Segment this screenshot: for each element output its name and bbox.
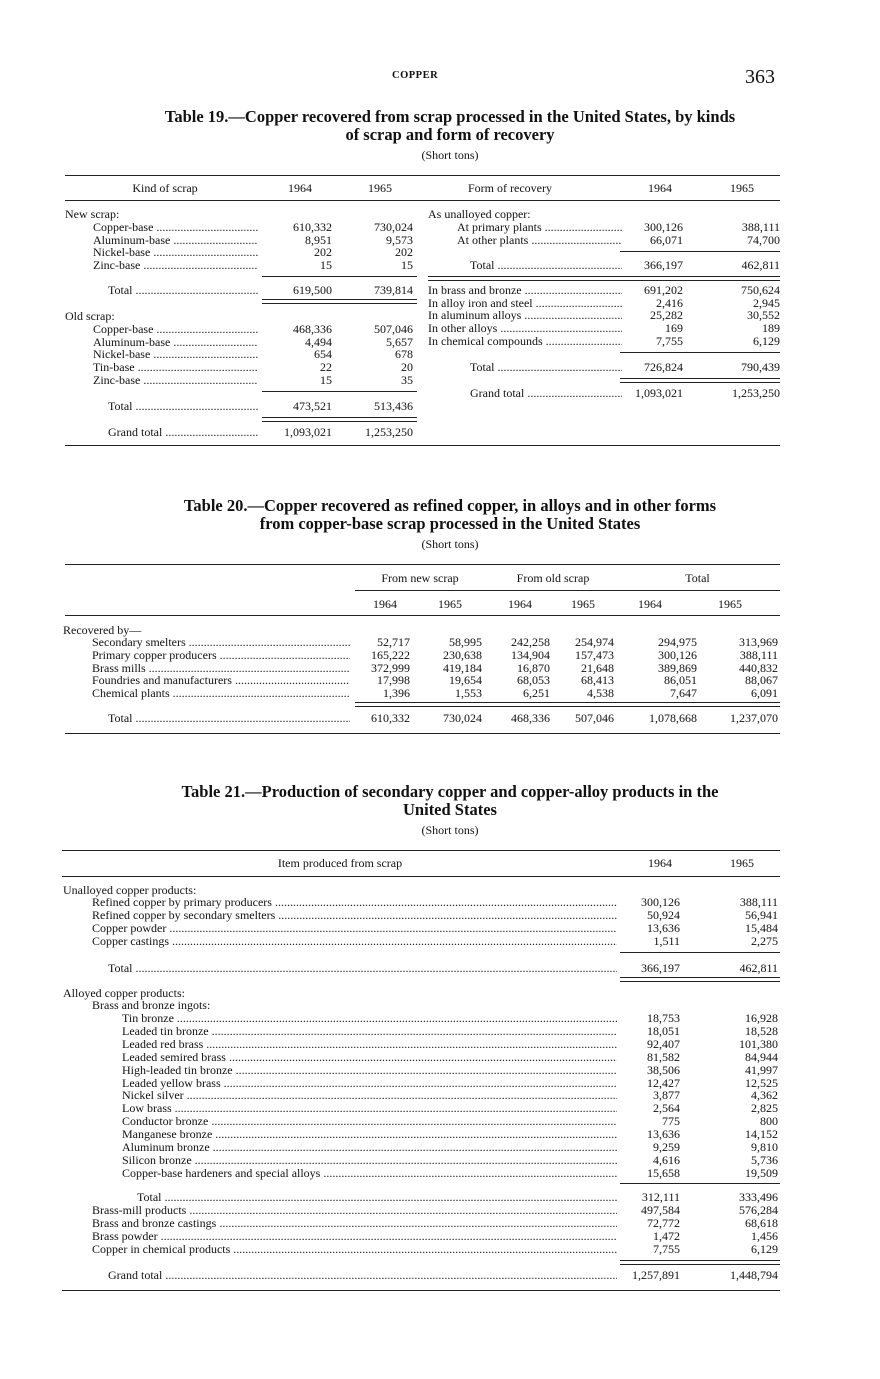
- table19-col-1965-left: 1965: [368, 181, 392, 195]
- t21-ingot-row-label: Low brass .....: [122, 1102, 617, 1115]
- t21-ingot-row-value-1: 5,736: [751, 1152, 778, 1167]
- t21-other-row: [0, 1243, 880, 1256]
- t21-ingot-total-row-value-0: 312,111: [641, 1190, 680, 1204]
- t19-new-row-value-1: 202: [395, 245, 413, 260]
- t19-new-row-value-0: 610,332: [293, 220, 332, 234]
- t19-alloy-row-label: In aluminum alloys .....: [428, 309, 622, 322]
- t19-alloy-row-value-1: 30,552: [747, 308, 780, 323]
- t19-alloy-row-value-0: 7,755: [656, 333, 683, 348]
- t19-alloy-row-value-0: 691,202: [644, 283, 683, 297]
- t19-alloy-row-value-0: 169: [665, 321, 683, 336]
- t21-ingot-row-value-0: 9,259: [653, 1140, 680, 1154]
- t20-year-header: 1965: [438, 597, 462, 611]
- t19-left-subtotal-rule: [262, 276, 417, 277]
- t21-unalloyed-row-value-1: 2,275: [751, 933, 778, 948]
- t21-unalloyed-row-value-1: 56,941: [745, 907, 778, 922]
- t21-ingot-row-value-1: 9,810: [751, 1140, 778, 1154]
- t19-alloy-row-label: In alloy iron and steel .....: [428, 297, 622, 310]
- t21-grand-total-rule: [620, 1260, 780, 1265]
- t21-other-row-value-0: 72,772: [647, 1215, 680, 1230]
- table20-header-rule: [65, 615, 780, 616]
- t20-row-value-4: 86,051: [664, 673, 697, 688]
- table21-col-1964: 1964: [648, 856, 672, 870]
- t20-row-value-2: 16,870: [517, 660, 550, 675]
- t21-ingot-row-value-0: 4,616: [653, 1152, 680, 1167]
- t19-alloy-row-label: In other alloys .....: [428, 322, 622, 335]
- t21-ingot-total-row-value-1: 333,496: [739, 1190, 778, 1204]
- t19-right-total-rule: [428, 276, 780, 281]
- t21-ingot-row-label: Leaded semired brass .....: [122, 1051, 617, 1064]
- t20-row-value-1: 230,638: [443, 647, 482, 662]
- t19-new-total-row-label: Total .....: [108, 284, 258, 297]
- t20-row-value-3: 21,648: [581, 660, 614, 675]
- t21-ingot-row: [0, 1077, 880, 1090]
- t21-grand-total-row-value-1: 1,448,794: [730, 1268, 778, 1282]
- t21-other-row-value-1: 576,284: [739, 1203, 778, 1217]
- t19-old-row-value-1: 678: [395, 347, 413, 362]
- table19-title-line2: of scrap and form of recovery: [345, 125, 555, 144]
- t21-alloyed-heading-text: Alloyed copper products:: [63, 986, 185, 1000]
- t19-alloy-row-value-1: 750,624: [741, 283, 780, 297]
- t19-unalloyed-heading-text: As unalloyed copper:: [428, 207, 531, 221]
- t21-unalloyed-row-label: Copper castings .....: [92, 935, 617, 948]
- t21-grand-total-row-value-0: 1,257,891: [632, 1268, 680, 1282]
- t19-old-row-value-0: 654: [314, 347, 332, 362]
- table21-title-line2: United States: [403, 800, 497, 819]
- t21-unalloyed-total-row-label: Total .....: [108, 962, 617, 975]
- t20-group-header: From new scrap: [381, 571, 459, 585]
- table20-title-line1: Table 20.—Copper recovered as refined copper, in alloys and in other forms: [183, 496, 717, 515]
- table20-units: (Short tons): [421, 537, 479, 551]
- t21-other-row-value-0: 1,472: [653, 1228, 680, 1243]
- t19-left-total-rule-2: [262, 417, 417, 422]
- t20-total-row-value-0: 610,332: [371, 711, 410, 725]
- t20-row-label: Secondary smelters .....: [92, 636, 350, 649]
- table19-col-1964-left: 1964: [288, 181, 312, 195]
- t20-row-value-1: 1,553: [455, 686, 482, 701]
- t20-total-row: [0, 712, 880, 725]
- t21-ingot-row-value-0: 3,877: [653, 1088, 680, 1103]
- t21-ingot-row-value-0: 15,658: [647, 1165, 680, 1180]
- t20-year-header: 1964: [508, 597, 532, 611]
- table19-title-line1: Table 19.—Copper recovered from scrap processed in the United States, by kinds: [164, 107, 736, 126]
- t19-new-row-value-0: 202: [314, 245, 332, 260]
- t21-ingot-row: [0, 1038, 880, 1051]
- table20-top-rule: [65, 564, 780, 565]
- t20-row-value-4: 294,975: [658, 635, 697, 649]
- t21-ingot-row-value-1: 14,152: [745, 1127, 778, 1142]
- table19-header-rule: [65, 200, 780, 201]
- t19-old-row-label: Aluminum-base .....: [93, 336, 258, 349]
- t20-total-rule: [355, 702, 780, 707]
- t21-ingot-row-value-0: 2,564: [653, 1101, 680, 1116]
- t20-row-value-0: 17,998: [377, 673, 410, 688]
- t21-ingot-row-label: Leaded red brass .....: [122, 1038, 617, 1051]
- t20-row-value-5: 313,969: [739, 635, 778, 649]
- t21-ingot-row-value-0: 18,753: [647, 1011, 680, 1025]
- t21-unalloyed-total-row-value-0: 366,197: [641, 961, 680, 975]
- t19-alloy-row-value-1: 2,945: [753, 295, 780, 310]
- t19-alloy-row-value-1: 189: [762, 321, 780, 336]
- running-header: COPPER: [392, 70, 439, 81]
- t20-row-value-1: 419,184: [443, 660, 482, 675]
- table19-bottom-rule: [65, 445, 780, 446]
- t19-new-row-label: Zinc-base .....: [93, 259, 258, 272]
- t19-alloy-row-value-0: 2,416: [656, 295, 683, 310]
- t21-ingot-row-value-0: 92,407: [647, 1036, 680, 1051]
- table21-header-rule: [62, 876, 780, 877]
- t19-old-row-label: Tin-base .....: [93, 361, 258, 374]
- t20-total-row-value-2: 468,336: [511, 711, 550, 725]
- t19-grand-total-right-row-value-1: 1,253,250: [732, 386, 780, 400]
- t19-new-row-value-1: 9,573: [386, 232, 413, 247]
- t21-unalloyed-row: [0, 935, 880, 948]
- t21-ingot-row: [0, 1064, 880, 1077]
- t19-unalloyed-row-value-1: 74,700: [747, 232, 780, 247]
- t20-row-value-0: 52,717: [377, 635, 410, 649]
- t21-unalloyed-row-label: Refined copper by secondary smelters .....: [92, 909, 617, 922]
- t20-row-value-3: 4,538: [587, 686, 614, 701]
- table19-col-form: Form of recovery: [468, 181, 552, 195]
- t21-ingot-row-label: Aluminum bronze .....: [122, 1141, 617, 1154]
- t21-ingot-row-label: Conductor bronze .....: [122, 1115, 617, 1128]
- t19-alloy-row: [0, 309, 880, 322]
- t21-ingot-row: [0, 1102, 880, 1115]
- t19-alloy-row-value-1: 6,129: [753, 333, 780, 348]
- t21-other-row-value-1: 68,618: [745, 1215, 778, 1230]
- t21-unalloyed-row-value-0: 13,636: [647, 920, 680, 935]
- t19-old-total-row-value-0: 473,521: [293, 399, 332, 413]
- table19-col-kind: Kind of scrap: [132, 181, 198, 195]
- t19-grand-total-right-row-label: Grand total .....: [470, 387, 622, 400]
- t21-other-row-label: Copper in chemical products .....: [92, 1243, 617, 1256]
- t21-ingot-row-value-0: 13,636: [647, 1127, 680, 1142]
- t21-ingot-row-value-1: 41,997: [745, 1062, 778, 1077]
- t21-ingot-row-value-1: 84,944: [745, 1049, 778, 1064]
- t19-old-total-row-value-1: 513,436: [374, 399, 413, 413]
- t21-other-row: [0, 1217, 880, 1230]
- t20-recovered-by-heading-text: Recovered by—: [63, 623, 142, 637]
- t20-year-header: 1964: [373, 597, 397, 611]
- t21-ingot-row-label: Copper-base hardeners and special alloys .....: [122, 1167, 617, 1180]
- t21-unalloyed-row-value-0: 50,924: [647, 907, 680, 922]
- t19-old-row-value-0: 22: [320, 360, 332, 375]
- t19-alloy-total-row-value-1: 790,439: [741, 360, 780, 374]
- t19-grand-total-left-row-value-0: 1,093,021: [284, 425, 332, 439]
- t21-unalloyed-row: [0, 909, 880, 922]
- t19-alloy-total-row-value-0: 726,824: [644, 360, 683, 374]
- t21-other-row-value-1: 6,129: [751, 1241, 778, 1256]
- t21-ingot-row-value-1: 101,380: [739, 1036, 778, 1051]
- t19-grand-total-right-row-value-0: 1,093,021: [635, 386, 683, 400]
- t19-unalloyed-total-row: [0, 259, 880, 272]
- table19-col-1964-right: 1964: [648, 181, 672, 195]
- t21-ingot-row-label: High-leaded tin bronze .....: [122, 1064, 617, 1077]
- t20-year-header: 1965: [571, 597, 595, 611]
- t19-old-row-label: Zinc-base .....: [93, 374, 258, 387]
- t21-ingot-row-value-0: 18,051: [647, 1023, 680, 1038]
- t20-row-value-1: 58,995: [449, 635, 482, 649]
- t19-right-subtotal-rule-2: [620, 352, 780, 353]
- t21-other-row-label: Brass powder .....: [92, 1230, 617, 1243]
- t21-ingot-row-value-0: 775: [662, 1114, 680, 1129]
- t19-right-subtotal-rule: [620, 251, 780, 252]
- table19-units: (Short tons): [421, 148, 479, 162]
- t19-new-row-value-1: 15: [401, 258, 413, 273]
- t19-old-row-label: Nickel-base .....: [93, 348, 258, 361]
- t19-grand-total-left-row-value-1: 1,253,250: [365, 425, 413, 439]
- t19-alloy-row: [0, 284, 880, 297]
- t21-unalloyed-total-row-value-1: 462,811: [739, 961, 778, 975]
- t19-unalloyed-total-row-value-0: 366,197: [644, 258, 683, 272]
- t19-new-total-row-value-1: 739,814: [374, 283, 413, 297]
- t19-alloy-total-row: [0, 361, 880, 374]
- t21-ingots-heading-text: Brass and bronze ingots:: [92, 998, 211, 1012]
- t21-subtotal-rule-2: [620, 1183, 780, 1184]
- t19-new-row-value-0: 8,951: [305, 232, 332, 247]
- t19-new-row-value-0: 15: [320, 258, 332, 273]
- t20-row-value-2: 134,904: [511, 647, 550, 662]
- t19-grand-total-left-row: [0, 426, 880, 439]
- t20-row-value-2: 68,053: [517, 673, 550, 688]
- t19-new-row-label: Copper-base .....: [93, 221, 258, 234]
- t20-group-header: From old scrap: [516, 571, 590, 585]
- t19-unalloyed-row: [0, 234, 880, 247]
- t20-row-value-0: 165,222: [371, 647, 410, 662]
- t19-grand-total-left-row-label: Grand total .....: [108, 426, 258, 439]
- t21-ingot-row-value-0: 12,427: [647, 1075, 680, 1090]
- t19-alloy-row-label: In brass and bronze .....: [428, 284, 622, 297]
- t20-year-header: 1964: [638, 597, 662, 611]
- t21-ingot-row-value-1: 4,362: [751, 1088, 778, 1103]
- t19-grand-total-right-row: [0, 387, 880, 400]
- t19-old-row-value-1: 5,657: [386, 334, 413, 349]
- t20-total-row-label: Total .....: [108, 712, 350, 725]
- table21-title-line1: Table 21.—Production of secondary copper and copper-alloy products in the: [181, 782, 719, 801]
- t21-unalloyed-row-value-1: 15,484: [745, 920, 778, 935]
- t21-other-row-label: Brass-mill products .....: [92, 1204, 617, 1217]
- t21-other-row: [0, 1230, 880, 1243]
- t20-row-value-2: 242,258: [511, 635, 550, 649]
- table21-col-1965: 1965: [730, 856, 754, 870]
- t20-row-label: Foundries and manufacturers .....: [92, 674, 350, 687]
- t20-row-value-5: 440,832: [739, 660, 778, 675]
- t21-ingot-row: [0, 1154, 880, 1167]
- t19-new-row-label: Nickel-base .....: [93, 246, 258, 259]
- table20-title-line2: from copper-base scrap processed in the United States: [259, 514, 641, 533]
- t21-other-row-value-0: 497,584: [641, 1203, 680, 1217]
- t19-old-scrap-heading-text: Old scrap:: [65, 309, 115, 323]
- t20-row-value-4: 300,126: [658, 647, 697, 662]
- t21-other-row-value-0: 7,755: [653, 1241, 680, 1256]
- t20-row: [0, 674, 880, 687]
- t20-row-label: Brass mills .....: [92, 662, 350, 675]
- t21-ingot-row-value-1: 18,528: [745, 1023, 778, 1038]
- t19-unalloyed-row-label: At other plants .....: [457, 234, 622, 247]
- t20-row-value-5: 388,111: [739, 647, 778, 662]
- t19-old-row-value-0: 468,336: [293, 322, 332, 336]
- t19-old-total-row: [0, 400, 880, 413]
- t21-ingot-row-label: Tin bronze .....: [122, 1012, 617, 1025]
- t20-total-row-value-1: 730,024: [443, 711, 482, 725]
- t21-grand-total-row-label: Grand total .....: [108, 1269, 617, 1282]
- t21-ingot-row-label: Leaded tin bronze .....: [122, 1025, 617, 1038]
- table19-top-rule: [65, 175, 780, 176]
- t21-ingot-row: [0, 1051, 880, 1064]
- table21-col-item: Item produced from scrap: [277, 856, 403, 870]
- t21-grand-total-row: [0, 1269, 880, 1282]
- t20-row-label: Primary copper producers .....: [92, 649, 350, 662]
- t21-ingot-row-value-1: 12,525: [745, 1075, 778, 1090]
- t19-old-row-value-1: 35: [401, 372, 413, 387]
- t20-row-value-2: 6,251: [523, 686, 550, 701]
- t19-new-row-label: Aluminum-base .....: [93, 234, 258, 247]
- t19-unalloyed-total-row-value-1: 462,811: [741, 258, 780, 272]
- t20-row-value-4: 7,647: [670, 686, 697, 701]
- t21-ingot-row-label: Leaded yellow brass .....: [122, 1077, 617, 1090]
- t21-ingot-row-value-1: 800: [760, 1114, 778, 1129]
- t21-unalloyed-row-label: Copper powder .....: [92, 922, 617, 935]
- t19-alloy-row: [0, 322, 880, 335]
- t20-group-header: Total: [685, 571, 710, 585]
- t21-ingot-row-value-1: 2,825: [751, 1101, 778, 1116]
- t21-ingot-row: [0, 1025, 880, 1038]
- t20-row: [0, 649, 880, 662]
- table20-group-rule: [355, 590, 780, 591]
- t19-old-row-value-1: 20: [401, 360, 413, 375]
- t21-ingot-row-value-1: 19,509: [745, 1165, 778, 1180]
- t19-alloy-row: [0, 335, 880, 348]
- t19-old-total-row-label: Total .....: [108, 400, 258, 413]
- t19-right-total-rule-2: [620, 378, 780, 383]
- t19-old-row-value-0: 15: [320, 372, 332, 387]
- t21-unalloyed-row-value-1: 388,111: [739, 895, 778, 909]
- table21-bottom-rule: [62, 1290, 780, 1291]
- t21-ingot-total-row-label: Total .....: [137, 1191, 617, 1204]
- t19-unalloyed-row-label: At primary plants .....: [457, 221, 622, 234]
- t20-row-value-3: 157,473: [575, 647, 614, 662]
- t20-row-value-0: 372,999: [371, 660, 410, 675]
- t19-new-total-row-value-0: 619,500: [293, 283, 332, 297]
- t21-ingot-row-value-0: 38,506: [647, 1062, 680, 1077]
- t21-ingot-row-label: Nickel silver .....: [122, 1089, 617, 1102]
- t20-year-header: 1965: [718, 597, 742, 611]
- t20-row-value-3: 68,413: [581, 673, 614, 688]
- t21-ingot-row-label: Manganese bronze .....: [122, 1128, 617, 1141]
- t19-alloy-row-label: In chemical compounds .....: [428, 335, 622, 348]
- t20-row-value-5: 6,091: [751, 686, 778, 701]
- t20-total-row-value-5: 1,237,070: [730, 711, 778, 725]
- t21-ingot-row-value-1: 16,928: [745, 1011, 778, 1025]
- t19-alloy-row-value-0: 25,282: [650, 308, 683, 323]
- t19-alloy-total-row-label: Total .....: [470, 361, 622, 374]
- t21-unalloyed-heading-text: Unalloyed copper products:: [63, 883, 197, 897]
- t21-other-row-value-1: 1,456: [751, 1228, 778, 1243]
- t21-unalloyed-total-row: [0, 962, 880, 975]
- t19-unalloyed-row-value-0: 66,071: [650, 232, 683, 247]
- t19-old-row-label: Copper-base .....: [93, 323, 258, 336]
- t21-ingot-row-value-0: 81,582: [647, 1049, 680, 1064]
- t19-unalloyed-row-value-1: 388,111: [741, 220, 780, 234]
- t20-row-label: Chemical plants .....: [92, 687, 350, 700]
- t20-total-row-value-3: 507,046: [575, 711, 614, 725]
- t21-ingot-row: [0, 1089, 880, 1102]
- t19-unalloyed-total-row-label: Total .....: [470, 259, 622, 272]
- t19-old-row-value-1: 507,046: [374, 322, 413, 336]
- t21-ingot-row: [0, 1128, 880, 1141]
- t20-row-value-5: 88,067: [745, 673, 778, 688]
- t21-unalloyed-row-value-0: 1,511: [653, 933, 680, 948]
- t21-subtotal-rule: [620, 952, 780, 953]
- t19-unalloyed-row-value-0: 300,126: [644, 220, 683, 234]
- table19-col-1965-right: 1965: [730, 181, 754, 195]
- table21-top-rule: [62, 850, 780, 851]
- table21-units: (Short tons): [421, 823, 479, 837]
- t20-row-value-0: 1,396: [383, 686, 410, 701]
- t19-new-scrap-heading-text: New scrap:: [65, 207, 120, 221]
- t21-other-row-label: Brass and bronze castings .....: [92, 1217, 617, 1230]
- t21-ingot-row: [0, 1141, 880, 1154]
- t19-old-row-value-0: 4,494: [305, 334, 332, 349]
- t21-unalloyed-row: [0, 922, 880, 935]
- t20-row-value-4: 389,869: [658, 660, 697, 675]
- table20-bottom-rule: [65, 733, 780, 734]
- t19-new-row-value-1: 730,024: [374, 220, 413, 234]
- t20-row-value-3: 254,974: [575, 635, 614, 649]
- t21-unalloyed-row-label: Refined copper by primary producers .....: [92, 896, 617, 909]
- page-number: 363: [745, 66, 775, 88]
- t21-total-rule: [620, 977, 780, 982]
- t20-row-value-1: 19,654: [449, 673, 482, 688]
- t21-unalloyed-row-value-0: 300,126: [641, 895, 680, 909]
- t20-row: [0, 687, 880, 700]
- t20-total-row-value-4: 1,078,668: [649, 711, 697, 725]
- t21-ingot-row-label: Silicon bronze .....: [122, 1154, 617, 1167]
- t21-ingot-row: [0, 1167, 880, 1180]
